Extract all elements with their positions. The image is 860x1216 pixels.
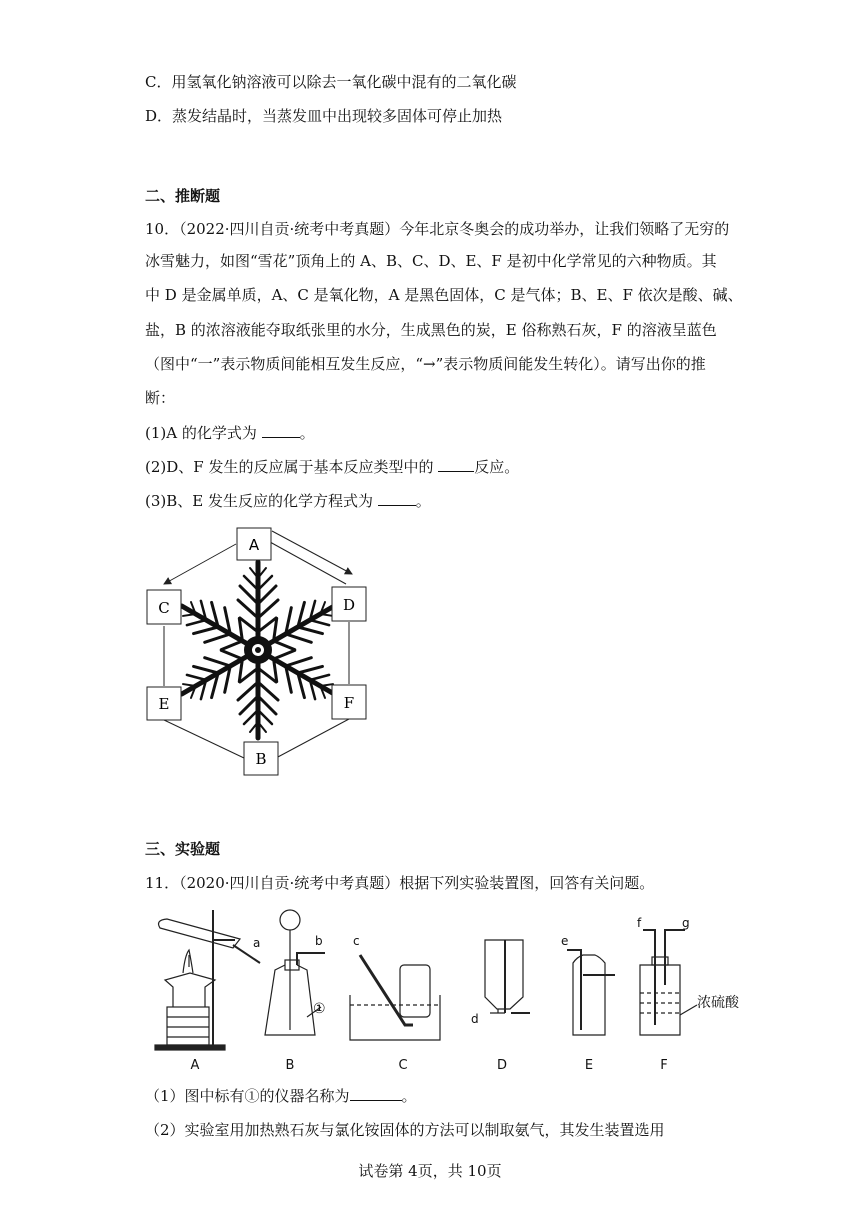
node-f bbox=[332, 685, 366, 719]
part-3-end: 。 bbox=[415, 492, 431, 510]
apparatus-b-label: B bbox=[285, 1058, 295, 1073]
question-10-part-1 bbox=[145, 423, 315, 443]
q11-part-1-prompt: （1）图中标有①的仪器名称为 bbox=[145, 1087, 350, 1105]
question-10-line-5: （图中“一”表示物质间能相互发生反应，“→”表示物质间能发生转化）。请写出你的推 bbox=[145, 355, 706, 373]
part-1-end: 。 bbox=[299, 424, 315, 442]
question-10-part-3 bbox=[145, 491, 431, 511]
connector-a-d bbox=[272, 531, 352, 574]
connector-e-b bbox=[164, 720, 244, 758]
port-c-label: c bbox=[353, 934, 360, 948]
question-11-part-1 bbox=[145, 1086, 417, 1106]
question-11-line-1: 11．（2020·四川自贡·统考中考真题）根据下列实验装置图，回答有关问题。 bbox=[145, 874, 655, 892]
node-d-label: D bbox=[342, 596, 356, 614]
part-3-prompt: (3)B、E 发生反应的化学方程式为 bbox=[145, 492, 378, 510]
node-d bbox=[332, 587, 366, 621]
part-2-prompt: (2)D、F 发生的反应属于基本反应类型中的 bbox=[145, 458, 439, 476]
page-footer: 试卷第 4页，共 10页 bbox=[358, 1162, 502, 1180]
circled-one-label: ① bbox=[313, 1001, 326, 1017]
port-b-label: b bbox=[315, 934, 323, 948]
section-heading-inference: 二、推断题 bbox=[145, 187, 221, 205]
apparatus-c bbox=[350, 934, 440, 1040]
connector-f-b bbox=[276, 719, 349, 758]
part-1-prompt: (1)A 的化学式为 bbox=[145, 424, 262, 442]
connector-d-a bbox=[270, 542, 346, 584]
section-heading-experiment: 三、实验题 bbox=[145, 840, 221, 858]
apparatus-d-label: D bbox=[496, 1058, 508, 1073]
port-a-label: a bbox=[253, 936, 261, 950]
node-e-label: E bbox=[158, 695, 170, 713]
node-e bbox=[147, 687, 181, 720]
apparatus-f-label: F bbox=[660, 1058, 668, 1073]
apparatus-b bbox=[265, 910, 326, 1035]
node-c-label: C bbox=[158, 599, 170, 617]
apparatus-e bbox=[561, 934, 615, 1035]
node-f-label: F bbox=[343, 694, 355, 712]
apparatus-a bbox=[155, 910, 260, 1050]
option-d: D．蒸发结晶时，当蒸发皿中出现较多固体可停止加热 bbox=[145, 107, 503, 125]
apparatus-c-label: C bbox=[398, 1058, 408, 1073]
node-c bbox=[147, 590, 181, 624]
question-10-line-4: 盐，B 的浓溶液能夺取纸张里的水分，生成黑色的炭，E 俗称熟石灰，F 的溶液呈蓝色 bbox=[145, 321, 717, 339]
option-c: C．用氢氧化钠溶液可以除去一氧化碳中混有的二氧化碳 bbox=[145, 73, 517, 91]
port-e-label: e bbox=[561, 934, 569, 948]
q11-part-1-end: 。 bbox=[401, 1087, 417, 1105]
snowflake-diagram bbox=[140, 522, 380, 780]
acid-label: 浓硫酸 bbox=[697, 995, 739, 1011]
answer-blank[interactable] bbox=[378, 491, 416, 506]
port-f-label: f bbox=[637, 916, 642, 930]
port-g-label: g bbox=[682, 916, 690, 930]
port-d-label: d bbox=[471, 1012, 479, 1026]
node-a-label: A bbox=[248, 536, 260, 554]
snowflake-icon bbox=[172, 562, 344, 738]
part-2-end: 反应。 bbox=[474, 458, 520, 476]
question-10-line-6: 断： bbox=[145, 389, 176, 407]
apparatus-d bbox=[471, 940, 530, 1026]
node-b-label: B bbox=[255, 750, 267, 768]
apparatus-e-label: E bbox=[584, 1058, 594, 1073]
apparatus-figure bbox=[145, 905, 765, 1075]
question-10-line-3: 中 D 是金属单质，A、C 是氧化物，A 是黑色固体，C 是气体；B、E、F 依次是酸、碱、 bbox=[145, 286, 743, 304]
node-a bbox=[237, 528, 271, 560]
connector-a-c bbox=[164, 544, 236, 584]
question-10-line-2: 冰雪魅力，如图“雪花”顶角上的 A、B、C、D、E、F 是初中化学常见的六种物质。其 bbox=[145, 252, 717, 270]
answer-blank[interactable] bbox=[438, 457, 474, 472]
answer-blank[interactable] bbox=[350, 1086, 402, 1101]
answer-blank[interactable] bbox=[262, 423, 300, 438]
apparatus-f bbox=[637, 916, 740, 1035]
question-10-part-2 bbox=[145, 457, 519, 477]
question-10-line-1: 10．（2022·四川自贡·统考中考真题）今年北京冬奥会的成功举办，让我们领略了无穷的 bbox=[145, 220, 730, 238]
apparatus-a-label: A bbox=[190, 1058, 200, 1073]
node-b bbox=[244, 742, 278, 775]
question-11-part-2: （2）实验室用加热熟石灰与氯化铵固体的方法可以制取氨气，其发生装置选用 bbox=[145, 1121, 665, 1139]
